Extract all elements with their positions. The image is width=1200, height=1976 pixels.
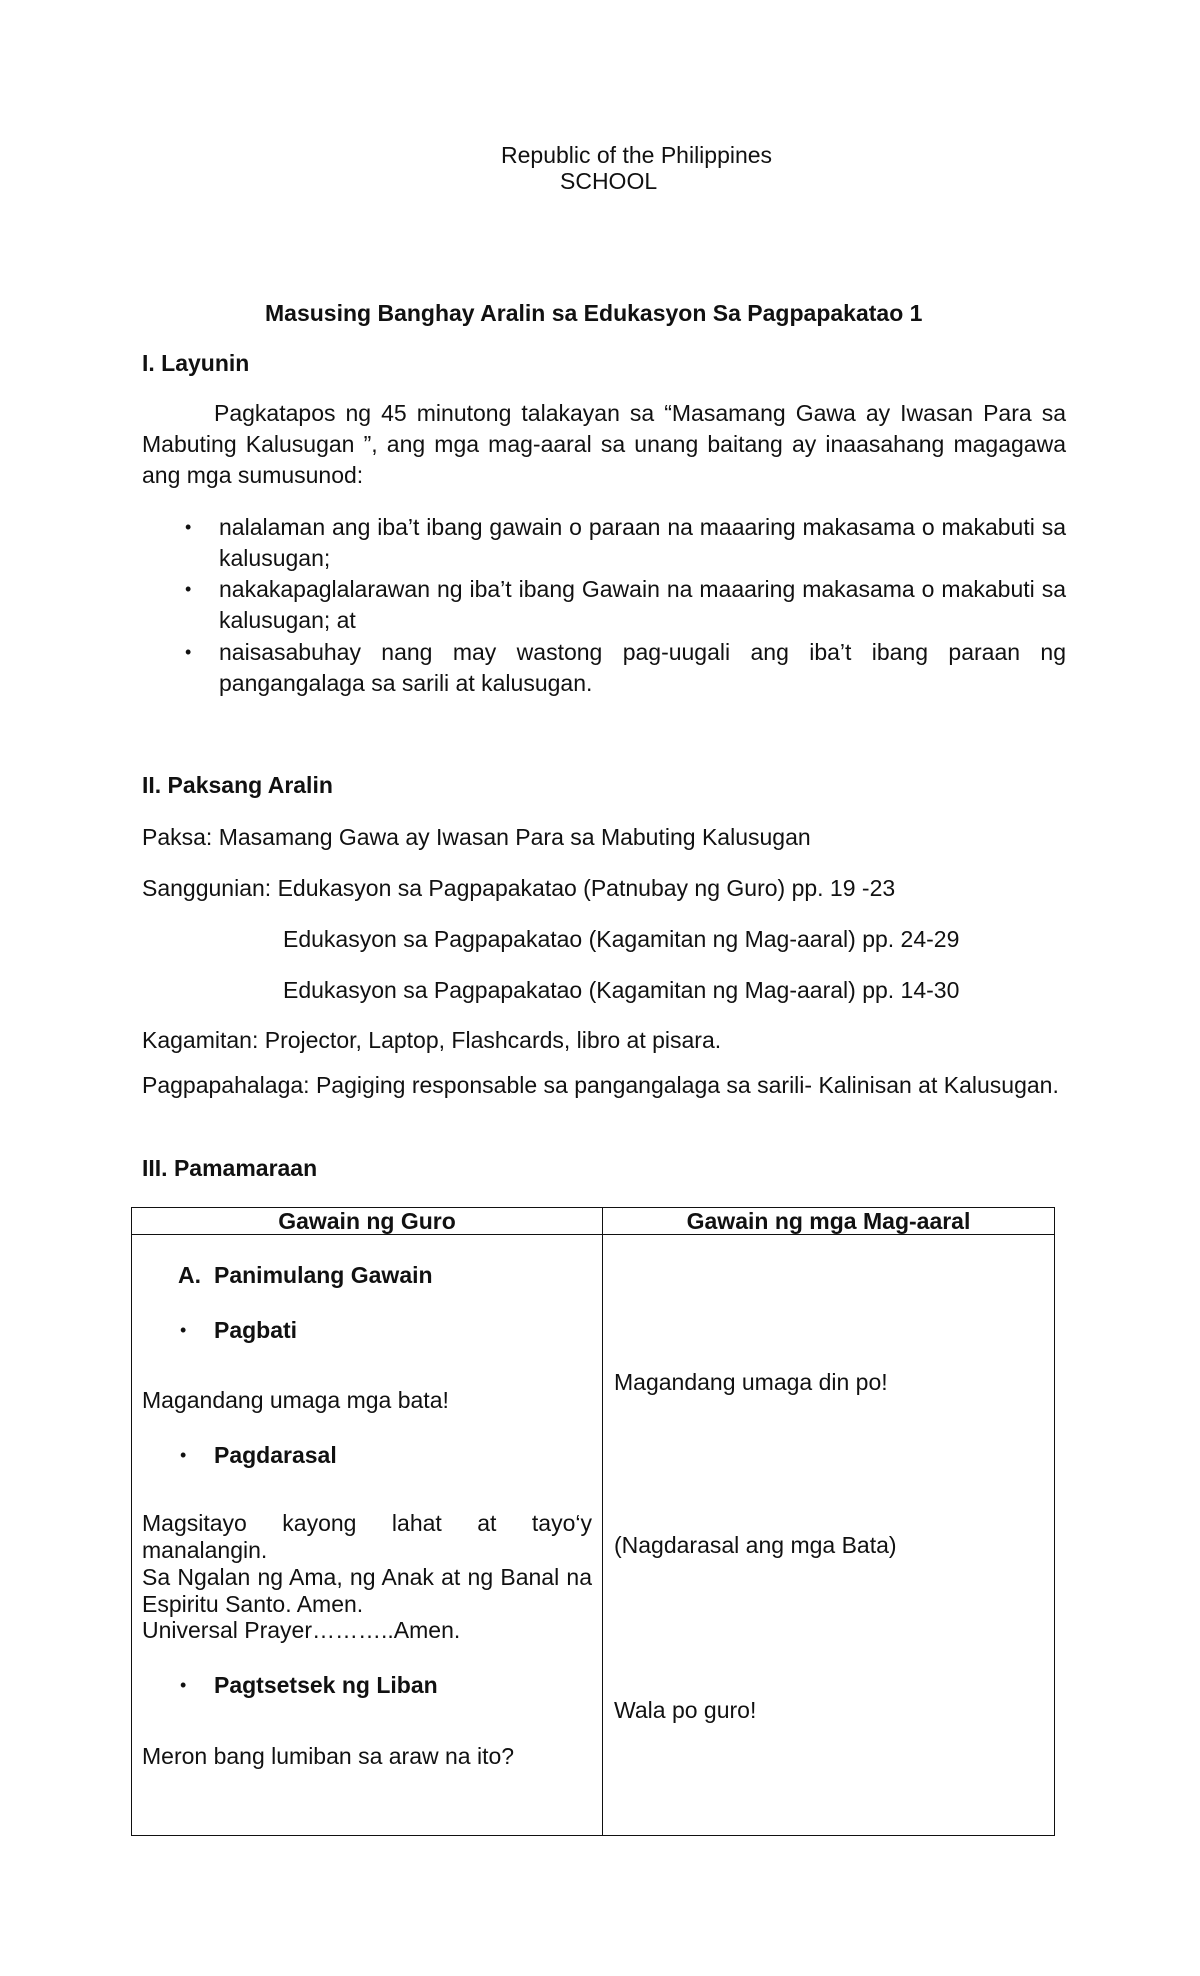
pagdarasal-label: Pagdarasal bbox=[214, 1442, 337, 1468]
pagbati-mag-aaral-text: Magandang umaga din po! bbox=[614, 1369, 888, 1395]
sanggunian-line-2: Edukasyon sa Pagpapakatao (Kagamitan ng Mag-aaral) pp. 24-29 bbox=[283, 926, 960, 952]
pagdarasal-guro-text-3: Universal Prayer………..Amen. bbox=[142, 1617, 461, 1643]
objective-item: nakakapaglalarawan ng iba’t ibang Gawain na maaaring makasama o makabuti sa kalusugan; at bbox=[219, 576, 1066, 633]
col-header-mag-aaral: Gawain ng mga Mag-aaral bbox=[603, 1208, 1055, 1235]
liban-label: Pagtsetsek ng Liban bbox=[214, 1672, 438, 1698]
sanggunian-line: Sanggunian: Edukasyon sa Pagpapakatao (Patnubay ng Guro) pp. 19 -23 bbox=[142, 875, 896, 901]
bullet-icon: • bbox=[180, 1320, 187, 1340]
liban-guro-text: Meron bang lumiban sa araw na ito? bbox=[142, 1743, 515, 1769]
pagbati-label: Pagbati bbox=[214, 1317, 298, 1343]
pagbati-guro-text: Magandang umaga mga bata! bbox=[142, 1387, 449, 1413]
pagdarasal-guro-text-1: Magsitayo kayong lahat at tayo‘y manalangin. bbox=[142, 1510, 592, 1563]
pagpapahalaga-line: Pagpapahalaga: Pagiging responsable sa pangangalaga sa sarili- Kalinisan at Kalusugan. bbox=[142, 1072, 1059, 1098]
section-letter: A. bbox=[178, 1262, 201, 1288]
kagamitan-line: Kagamitan: Projector, Laptop, Flashcards, libro at pisara. bbox=[142, 1027, 722, 1053]
bullet-icon: • bbox=[185, 517, 192, 537]
header-school: SCHOOL bbox=[560, 168, 658, 194]
pagdarasal-guro-text-2: Sa Ngalan ng Ama, ng Anak at ng Banal na Espiritu Santo. Amen. bbox=[142, 1564, 592, 1617]
bullet-icon: • bbox=[180, 1675, 187, 1695]
objective-item: nalalaman ang iba’t ibang gawain o paraan na maaaring makasama o makabuti sa kalusugan; bbox=[219, 514, 1066, 571]
liban-mag-aaral-text: Wala po guro! bbox=[614, 1697, 757, 1723]
objective-item: naisasabuhay nang may wastong pag-uugali ang iba’t ibang paraan ng pangangalaga sa sarili at kalusugan. bbox=[219, 639, 1066, 696]
pamamaraan-heading: III. Pamamaraan bbox=[142, 1155, 318, 1181]
guro-cell bbox=[132, 1235, 603, 1836]
col-header-guro: Gawain ng Guro bbox=[132, 1208, 603, 1235]
mag-aaral-cell bbox=[603, 1235, 1055, 1836]
section-title: Panimulang Gawain bbox=[214, 1262, 433, 1288]
bullet-icon: • bbox=[185, 642, 192, 662]
bullet-icon: • bbox=[185, 579, 192, 599]
layunin-heading: I. Layunin bbox=[142, 350, 250, 376]
page-title: Masusing Banghay Aralin sa Edukasyon Sa Pagpapakatao 1 bbox=[265, 300, 923, 326]
paksang-aralin-heading: II. Paksang Aralin bbox=[142, 772, 333, 798]
pamamaraan-table bbox=[131, 1207, 1055, 1836]
pagdarasal-mag-aaral-text: (Nagdarasal ang mga Bata) bbox=[614, 1532, 897, 1558]
layunin-intro: Pagkatapos ng 45 minutong talakayan sa “Masamang Gawa ay Iwasan Para sa Mabuting Kalusugan ”, ang mga mag-aaral sa unang baitang ay inaasahang magagawa ang mga sumusunod: bbox=[142, 400, 1066, 488]
bullet-icon: • bbox=[180, 1445, 187, 1465]
sanggunian-line-3: Edukasyon sa Pagpapakatao (Kagamitan ng Mag-aaral) pp. 14-30 bbox=[283, 977, 960, 1003]
paksa-line: Paksa: Masamang Gawa ay Iwasan Para sa Mabuting Kalusugan bbox=[142, 824, 811, 850]
header-country: Republic of the Philippines bbox=[501, 142, 773, 168]
